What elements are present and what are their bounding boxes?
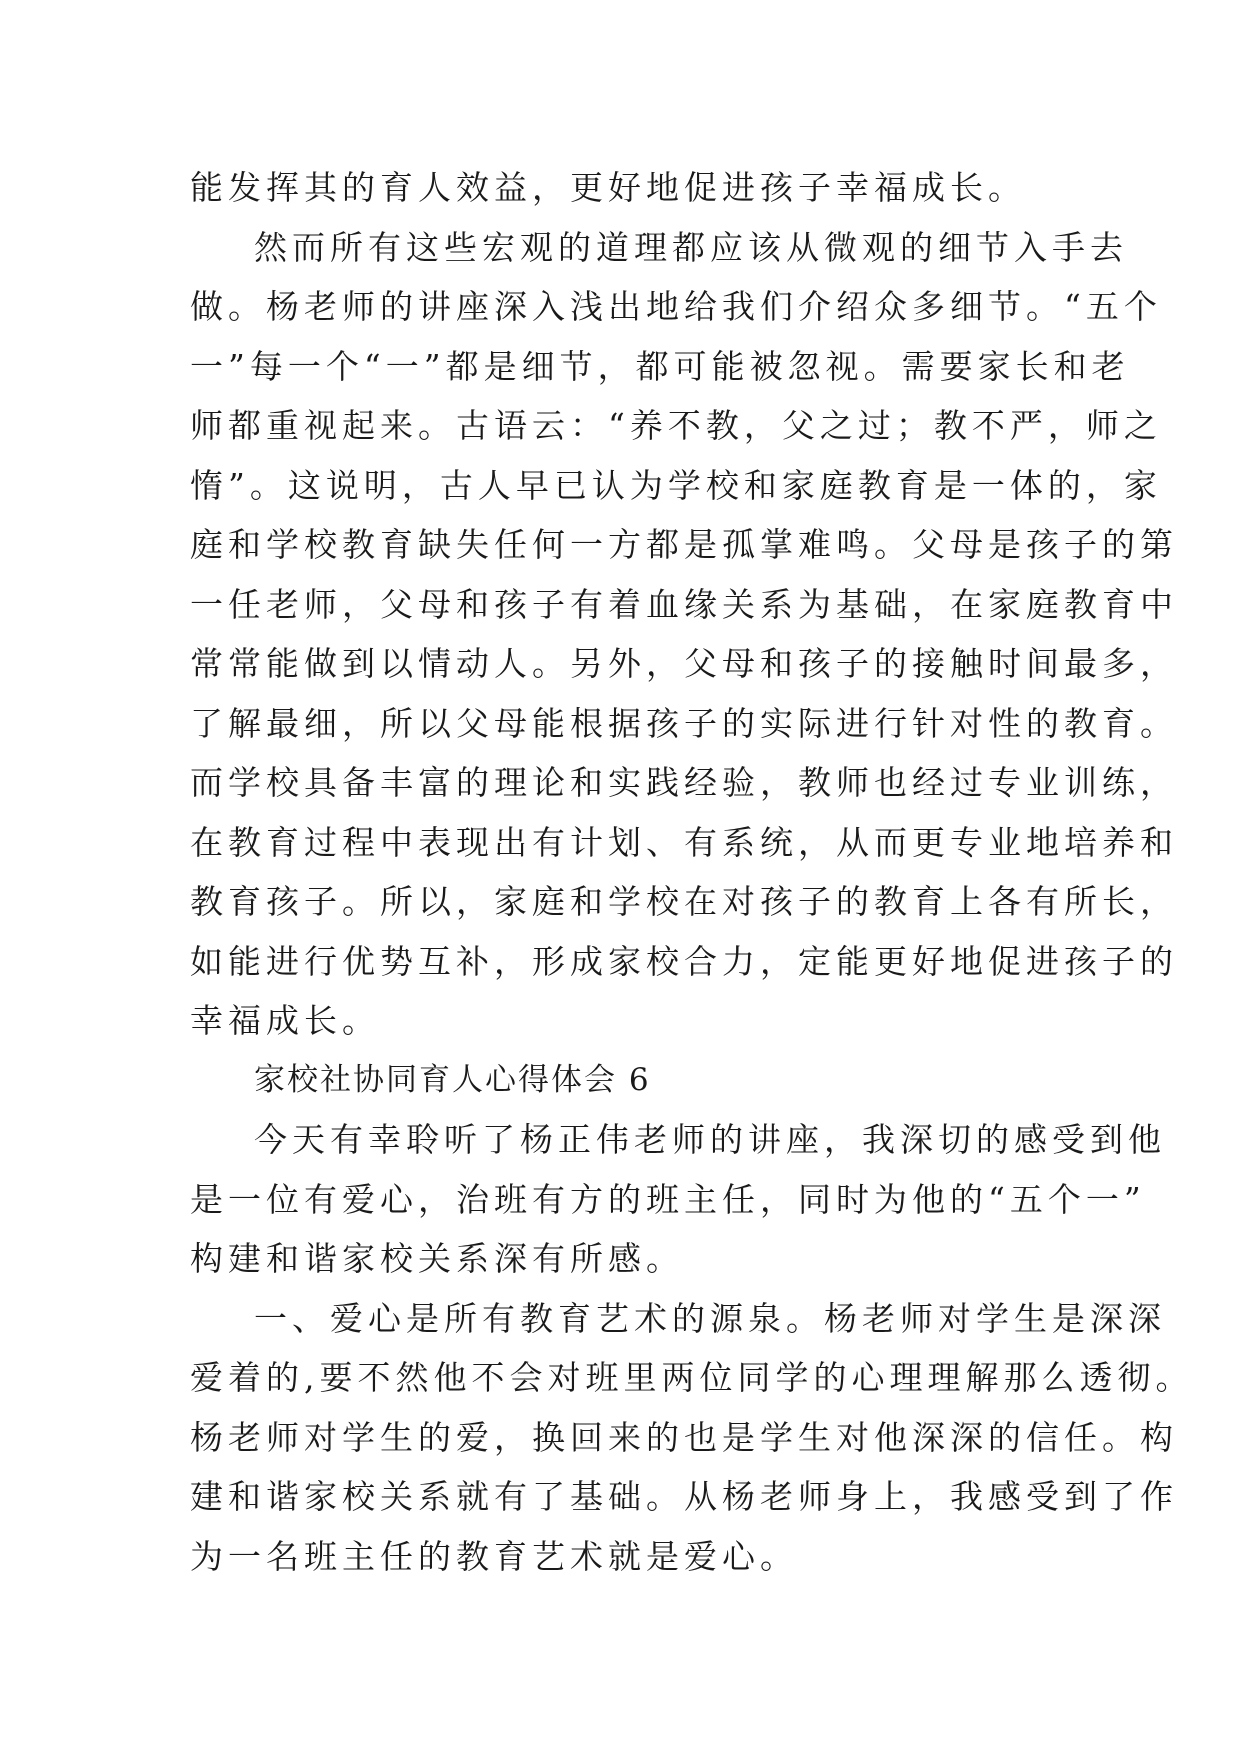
text-line: 幸福成长。 bbox=[190, 1001, 380, 1040]
text-line: 惰”。这说明，古人早已认为学校和家庭教育是一体的，家 bbox=[190, 465, 1162, 505]
text-line: 而学校具备丰富的理论和实践经验，教师也经过专业训练， bbox=[190, 763, 1178, 802]
text-line: 了解最细，所以父母能根据孩子的实际进行针对性的教育。 bbox=[190, 703, 1178, 743]
text-line: 建和谐家校关系就有了基础。从杨老师身上，我感受到了作 bbox=[190, 1477, 1178, 1516]
text-line: 庭和学校教育缺失任何一方都是孤掌难鸣。父母是孩子的第 bbox=[190, 525, 1178, 564]
text-line: 常常能做到以情动人。另外，父母和孩子的接触时间最多， bbox=[190, 644, 1178, 683]
text-line: 教育孩子。所以，家庭和学校在对孩子的教育上各有所长， bbox=[190, 882, 1178, 921]
text-line: 为一名班主任的教育艺术就是爱心。 bbox=[190, 1536, 798, 1576]
text-line: 一任老师，父母和孩子有着血缘关系为基础，在家庭教育中 bbox=[190, 584, 1178, 624]
text-line: 做。杨老师的讲座深入浅出地给我们介绍众多细节。“五个 bbox=[190, 287, 1162, 326]
paragraph-start-line: 今天有幸聆听了杨正伟老师的讲座，我深切的感受到他 bbox=[254, 1120, 1166, 1159]
document-body bbox=[190, 158, 1194, 1586]
paragraph-start-line: 一、爱心是所有教育艺术的源泉。杨老师对学生是深深 bbox=[254, 1298, 1166, 1338]
text-line: 能发挥其的育人效益，更好地促进孩子幸福成长。 bbox=[190, 168, 1026, 207]
text-line: 师都重视起来。古语云：“养不教，父之过；教不严，师之 bbox=[190, 406, 1162, 445]
text-line: 杨老师对学生的爱，换回来的也是学生对他深深的信任。构 bbox=[190, 1417, 1178, 1457]
text-line: 构建和谐家校关系深有所感。 bbox=[190, 1239, 684, 1278]
text-line: 是一位有爱心，治班有方的班主任，同时为他的“五个一” bbox=[190, 1179, 1146, 1219]
paragraph-start-line: 然而所有这些宏观的道理都应该从微观的细节入手去 bbox=[254, 227, 1128, 267]
text-line: 如能进行优势互补，形成家校合力，定能更好地促进孩子的 bbox=[190, 941, 1178, 981]
text-line: 爱着的,要不然他不会对班里两位同学的心理理解那么透彻。 bbox=[190, 1358, 1194, 1397]
text-line: 在教育过程中表现出有计划、有系统，从而更专业地培养和 bbox=[190, 822, 1178, 862]
section-heading: 家校社协同育人心得体会 6 bbox=[254, 1061, 651, 1098]
text-line: 一”每一个“一”都是细节，都可能被忽视。需要家长和老 bbox=[190, 346, 1130, 386]
